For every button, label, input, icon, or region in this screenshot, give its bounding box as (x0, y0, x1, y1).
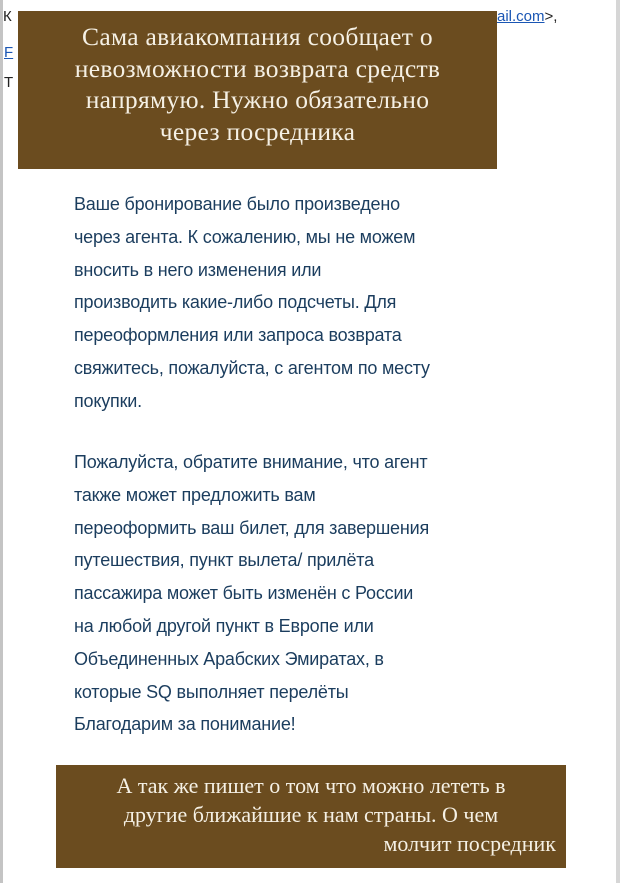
email-text-line: переоформления или запроса возврата (74, 325, 402, 346)
email-text-line: которые SQ выполняет перелёты (74, 681, 349, 702)
email-text-line: Благодарим за понимание! (74, 714, 296, 735)
email-text-line: вносить в него изменения или (74, 259, 322, 280)
recipient-link[interactable]: F (4, 44, 14, 61)
email-sender-line (3, 8, 558, 25)
email-paragraph-2 (74, 446, 560, 741)
caption-overlay-top (18, 11, 497, 169)
caption-line: напрямую. Нужно обязательно (85, 85, 430, 114)
email-text-line: путешествия, пункт вылета/ прилёта (74, 550, 374, 571)
caption-line: Сама авиакомпания сообщает о (82, 22, 433, 51)
email-text-line: свяжитесь, пожалуйста, с агентом по месту (74, 357, 430, 378)
caption-line: другие ближайшие к нам страны. О чем (123, 802, 499, 827)
email-text-line: на любой другой пункт в Европе или (74, 615, 374, 636)
email-text-line: производить какие-либо подсчеты. Для (74, 292, 397, 313)
email-text-line: Ваше бронирование было произведено (74, 194, 400, 214)
email-text-line: Пожалуйста, обратите внимание, что агент (74, 452, 428, 472)
email-text-line: пассажира может быть изменён с России (74, 583, 414, 604)
email-text-line: Объединенных Арабских Эмиратах, в (74, 648, 384, 669)
right-frame-edge (616, 0, 620, 883)
sender-email-suffix: >, (544, 8, 558, 25)
sender-prefix: К (3, 8, 12, 25)
caption-overlay-bottom (56, 765, 566, 868)
email-text-line: также может предложить вам (74, 484, 316, 505)
subject-text: T (4, 74, 14, 91)
caption-line: А так же пишет о том что можно лететь в (116, 773, 506, 798)
left-frame-edge (0, 0, 3, 883)
email-paragraph-1 (74, 188, 560, 418)
caption-line: невозможности возврата средств (74, 53, 441, 83)
email-subject-line (4, 74, 13, 91)
email-text-line: покупки. (74, 390, 142, 411)
email-text-line: переоформить ваш билет, для завершения (74, 517, 430, 538)
sender-email-link[interactable]: ail.com (497, 8, 545, 25)
caption-line: молчит посредник (383, 831, 556, 856)
email-recipient-line (4, 44, 13, 61)
caption-line: через посредника (159, 116, 356, 146)
email-text-line: через агента. К сожалению, мы не можем (74, 226, 416, 247)
